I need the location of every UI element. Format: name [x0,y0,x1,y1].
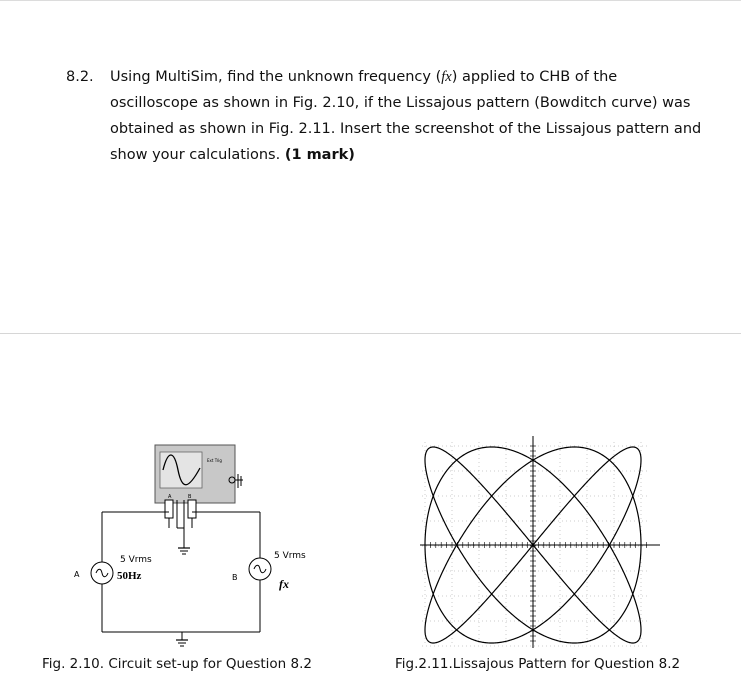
source-b-frequency: fx [279,577,289,591]
source-b-voltage: 5 Vrms [274,551,306,561]
fig-2-11-caption: Fig.2.11.Lissajous Pattern for Question 8.2 [395,656,681,672]
top-rule [0,0,741,1]
question-number: 8.2. [66,69,94,85]
oscilloscope-screen [160,452,202,488]
source-b-label: B [232,573,238,582]
circuit-diagram [60,440,310,650]
ext-trig-label: Ext Trig [207,458,222,463]
probe-a-label: A [168,494,172,500]
fx-symbol: fx [441,69,452,85]
question-mark: (1 mark) [284,147,355,163]
source-a-voltage: 5 Vrms [120,555,152,565]
source-a-label: A [74,570,80,579]
question-text-part1: Using MultiSim, find the unknown frequency ( [110,69,442,85]
question-8-2 [66,64,706,168]
section-divider [0,333,741,334]
question-text-part2: ) applied to CHB of the oscilloscope as shown in Fig. 2.10, if the Lissajous pattern (Bowditch curve) was obtained as shown in Fig. 2.11. Insert the screenshot of the Lissajous pattern and show your calculations. [110,69,702,163]
question-text [110,64,706,168]
source-a-frequency: 50Hz [117,570,142,582]
fig-2-10-caption: Fig. 2.10. Circuit set-up for Question 8.2 [42,656,312,672]
lissajous-pattern [410,432,670,652]
probe-b-label: B [188,494,192,500]
